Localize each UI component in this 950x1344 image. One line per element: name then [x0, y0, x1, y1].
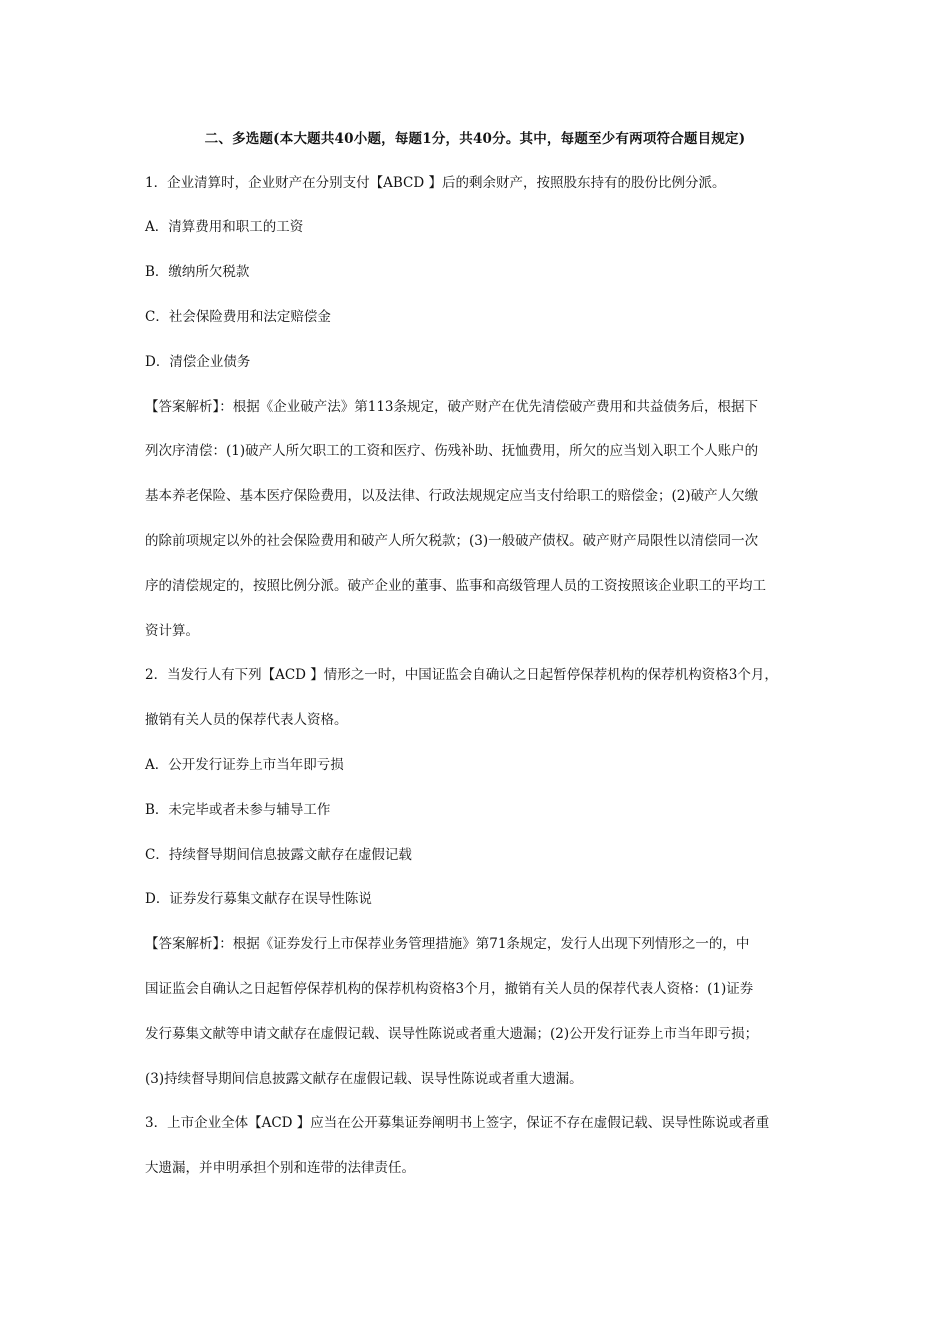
question-1-analysis-line: 资计算。: [145, 623, 199, 639]
question-2-analysis-line: 【答案解析】：根据《证券发行上市保荐业务管理措施》第71条规定，发行人出现下列情形之一的，中: [145, 936, 750, 952]
question-1-analysis-line: 序的清偿规定的，按照比例分派。破产企业的董事、监事和高级管理人员的工资按照该企业职工的平均工: [145, 578, 766, 594]
section-title: 二、多选题(本大题共40小题，每题1分，共40分。其中，每题至少有两项符合题目规定): [204, 131, 746, 147]
question-1-analysis-line: 【答案解析】：根据《企业破产法》第113条规定，破产财产在优先清偿破产费用和共益债务后，根据下: [145, 399, 759, 415]
question-2-analysis-line: 国证监会自确认之日起暂停保荐机构的保荐机构资格3个月，撤销有关人员的保荐代表人资格：(1)证券: [145, 981, 754, 997]
question-1-analysis-line: 基本养老保险、基本医疗保险费用，以及法律、行政法规规定应当支付给职工的赔偿金；(2)破产人欠缴: [145, 488, 759, 504]
question-1-option-b: B．缴纳所欠税款: [145, 264, 250, 280]
question-2-option-d: D．证券发行募集文献存在误导性陈说: [145, 891, 372, 907]
question-1-option-c: C．社会保险费用和法定赔偿金: [145, 309, 331, 325]
question-3-stem: 3．上市企业全体【ACD 】应当在公开募集证券阐明书上签字，保证不存在虚假记载、误导性陈说或者重: [145, 1115, 770, 1131]
question-2-stem: 撤销有关人员的保荐代表人资格。: [145, 712, 348, 728]
question-1-analysis-line: 列次序清偿：(1)破产人所欠职工的工资和医疗、伤残补助、抚恤费用，所欠的应当划入职工个人账户的: [145, 443, 759, 459]
question-1-option-d: D．清偿企业债务: [145, 354, 251, 370]
question-2-analysis-line: 发行募集文献等申请文献存在虚假记载、误导性陈说或者重大遗漏；(2)公开发行证券上市当年即亏损；: [145, 1026, 759, 1042]
question-2-option-a: A．公开发行证券上市当年即亏损: [145, 757, 344, 773]
question-1-analysis-line: 的除前项规定以外的社会保险费用和破产人所欠税款；(3)一般破产债权。破产财产局限性以清偿同一次: [145, 533, 759, 549]
question-2-option-b: B．未完毕或者未参与辅导工作: [145, 802, 331, 818]
question-2-option-c: C．持续督导期间信息披露文献存在虚假记载: [145, 847, 412, 863]
question-3-stem: 大遗漏，并申明承担个别和连带的法律责任。: [145, 1160, 415, 1176]
question-1-stem: 1．企业清算时，企业财产在分别支付【ABCD 】后的剩余财产，按照股东持有的股份比例分派。: [145, 175, 726, 191]
question-1-option-a: A．清算费用和职工的工资: [145, 219, 304, 235]
question-2-analysis-line: (3)持续督导期间信息披露文献存在虚假记载、误导性陈说或者重大遗漏。: [145, 1071, 583, 1087]
question-2-stem: 2．当发行人有下列【ACD 】情形之一时，中国证监会自确认之日起暂停保荐机构的保荐机构资格3个月，: [145, 667, 778, 683]
